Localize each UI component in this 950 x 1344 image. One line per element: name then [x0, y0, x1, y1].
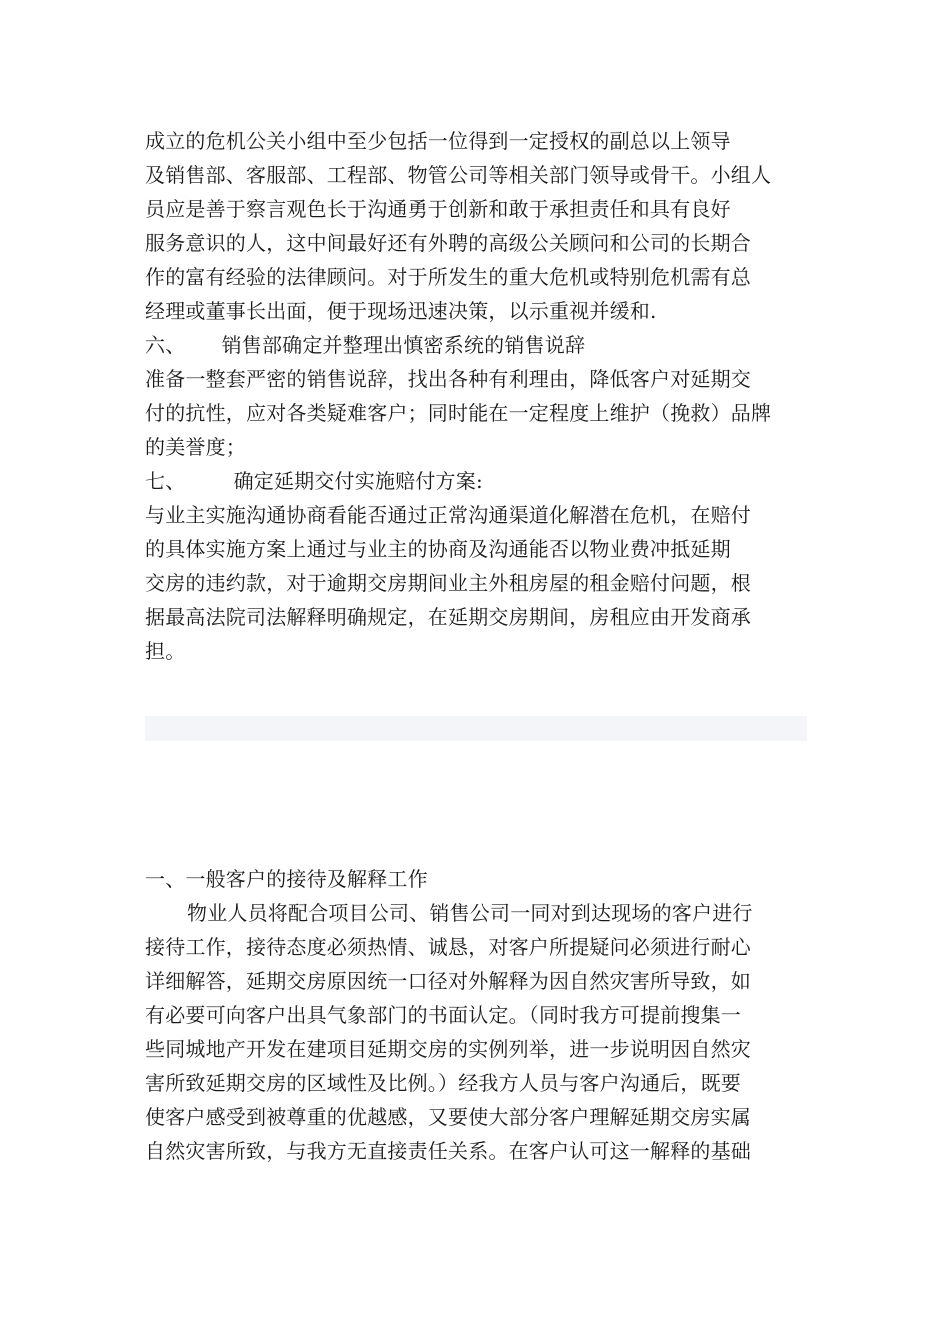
paragraph-line: 害所致延期交房的区域性及比例。）经我方人员与客户沟通后，既要	[145, 1071, 741, 1095]
heading-text: 销售部确定并整理出慎密系统的销售说辞	[221, 333, 586, 357]
section-heading-6	[145, 328, 807, 362]
paragraph-line: 服务意识的人，这中间最好还有外聘的高级公关顾问和公司的长期合	[145, 231, 751, 255]
paragraph-line: 自然灾害所致，与我方无直接责任关系。在客户认可这一解释的基础	[145, 1139, 751, 1163]
paragraph-line: 作的富有经验的法律顾问。对于所发生的重大危机或特别危机需有总	[145, 265, 751, 289]
paragraph-line: 详细解答，延期交房原因统一口径对外解释为因自然灾害所导致，如	[145, 969, 751, 993]
shaded-divider	[145, 716, 807, 741]
heading-text: 确定延期交付实施赔付方案:	[233, 469, 483, 493]
paragraph-line: 使客户感受到被尊重的优越感，又要使大部分客户理解延期交房实属	[145, 1105, 751, 1129]
paragraph-line: 经理或董事长出面，便于现场迅速决策，以示重视并缓和.	[145, 299, 657, 323]
paragraph-line: 与业主实施沟通协商看能否通过正常沟通渠道化解潜在危机，在赔付	[145, 503, 751, 527]
paragraph-line: 员应是善于察言观色长于沟通勇于创新和敢于承担责任和具有良好	[145, 197, 731, 221]
paragraph-line: 有必要可向客户出具气象部门的书面认定。（同时我方可提前搜集一	[145, 1003, 741, 1027]
paragraph-line: 及销售部、客服部、工程部、物管公司等相关部门领导或骨干。小组人	[145, 163, 772, 187]
paragraph-line: 的美誉度；	[145, 435, 246, 459]
paragraph-line: 据最高法院司法解释明确规定，在延期交房期间，房租应由开发商承	[145, 605, 751, 629]
paragraph-line: 些同城地产开发在建项目延期交房的实例列举，进一步说明因自然灾	[145, 1037, 751, 1061]
paragraph-line: 的具体实施方案上通过与业主的协商及沟通能否以物业费冲抵延期	[145, 537, 731, 561]
section-b	[145, 862, 807, 1168]
paragraph-line: 付的抗性，应对各类疑难客户；同时能在一定程度上维护（挽救）品牌	[145, 401, 772, 425]
heading-number: 七、	[145, 469, 186, 493]
paragraph-line: 接待工作，接待态度必须热情、诚恳，对客户所提疑问必须进行耐心	[145, 935, 751, 959]
section-a	[145, 124, 807, 668]
section-heading-1: 一、一般客户的接待及解释工作	[145, 867, 428, 891]
heading-number: 六、	[145, 333, 186, 357]
paragraph-line: 成立的危机公关小组中至少包括一位得到一定授权的副总以上领导	[145, 129, 731, 153]
paragraph-line: 担。	[145, 639, 186, 663]
paragraph-line: 物业人员将配合项目公司、销售公司一同对到达现场的客户进行	[187, 901, 753, 925]
paragraph-line: 交房的违约款，对于逾期交房期间业主外租房屋的租金赔付问题，根	[145, 571, 751, 595]
section-heading-7	[145, 464, 807, 498]
paragraph-line: 准备一整套严密的销售说辞，找出各种有利理由，降低客户对延期交	[145, 367, 751, 391]
